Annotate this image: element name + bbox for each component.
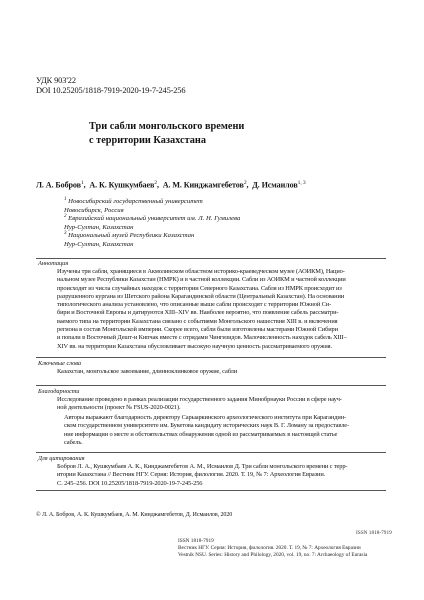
abstract-line: происходят из числа случайных находок с территории Северного Казахстана. Сабля из НМРК происходит из [57, 284, 342, 292]
keywords-label: Ключевые слова [38, 360, 82, 367]
funding-line: ной деятельности (проект № FSUS-2020-0021). [57, 404, 181, 412]
article-title-line-1: Три сабли монгольского времени [89, 121, 245, 132]
journal-footer [178, 538, 367, 559]
section-divider [36, 452, 386, 453]
abstract-label: Аннотация [38, 260, 69, 267]
abstract-line: типологического анализа установлено, что описанные выше сабли происходят с территории Южной Си- [57, 301, 332, 309]
abstract-line: региона в состав Монгольской империи. Скорее всего, сабли были изготовлены мастерами Южной Сибири [57, 326, 338, 334]
author-name: А. К. Кушкумбаев [89, 180, 155, 190]
abstract-line: Изучены три сабли, хранящиеся в Акмолинском областном историко-краеведческом музее (АОИКМ), Нацио- [57, 268, 345, 275]
funding-text [57, 396, 342, 413]
thanks-line: Авторы выражают благодарность директору Сарыаркинского археологического института при Карагандин- [64, 414, 347, 421]
citation-line: С. 245–256. DOI 10.25205/1818-7919-2020-19-7-245-256 [57, 479, 203, 487]
affiliation-mark: 2 [64, 214, 67, 219]
thanks-line: ском государственном университете им. Букетова кандидату исторических наук В. Г. Ломану за предоставле- [64, 422, 350, 430]
author-affiliation-mark: 2 [154, 180, 157, 186]
abstract-line: XIV вв. на территории Казахстана обусловливает высокую научную ценность рассматриваемого оружия. [57, 342, 332, 350]
citation-line: Бобров Л. А., Кушкумбаев А. К., Кинджамгебетов А. М., Исмаилов Д. Три сабли монгольского времени с терр- [57, 463, 348, 470]
section-divider [36, 385, 386, 386]
citation-line: итории Казахстана // Вестник НГУ. Серия: История, филология. 2020. Т. 19, № 7: Археология Евразии. [57, 471, 326, 479]
author-affiliation-mark: 1 [80, 180, 84, 186]
abstract-text [57, 268, 347, 351]
author-name: А. М. Кинджамгебетов [162, 180, 244, 190]
author-name: Д. Исмаилов [252, 180, 298, 190]
section-divider [36, 258, 386, 259]
author-affiliation-mark: 1, 3 [297, 180, 306, 186]
abstract-line: бири и Восточной Европы и датируются XIII–XIV вв. Наиболее вероятно, что появление сабель рассматри- [57, 309, 339, 317]
abstract-line: нальном музее Республики Казахстан (НМРК) и в частной коллекции. Сабли из АОИКМ и частной коллекции [57, 276, 346, 284]
affiliation-mark: 3 [64, 231, 67, 236]
keywords-text: Казахстан, монгольское завоевание, длинноклинковое оружие, сабли [57, 368, 238, 375]
citation-label: Для цитирования [38, 455, 85, 462]
article-title-line-2: с территории Казахстана [89, 135, 206, 146]
affiliation-3 [64, 230, 194, 249]
doi: DOI 10.25205/1818-7919-2020-19-7-245-256 [36, 86, 186, 95]
thanks-line: сабель. [64, 438, 83, 446]
udk-code: УДК 903'22 [36, 76, 76, 85]
footer-issn: ISSN 1818-7919 [178, 538, 214, 544]
issn-right-label: ISSN 1818-7919 [356, 530, 392, 536]
affiliation-city: Новосибирск, Россия [64, 206, 124, 214]
copyright-line: © Л. А. Бобров, А. К. Кушкумбаев, А. М. Кинджамгебетов, Д. Исмаилов, 2020 [36, 512, 233, 518]
footer-journal-ru: Вестник НГУ. Серия: История, филология. 2020. Т. 19, № 7: Археология Евразии [178, 544, 361, 551]
affiliation-city: Нур-Султан, Казахстан [64, 240, 134, 248]
abstract-line: разрушенного кургана из Шетского района Карагандинской области (Центральный Казахстан). На основании [57, 292, 345, 300]
abstract-line: ваемого типа на территории Казахстана связано с событиями Монгольского нашествия XIII в. и включения [57, 317, 338, 325]
funding-line: Исследование проведено в рамках реализации государственного задания Минобрнауки России в сфере науч- [57, 396, 342, 403]
affiliation-mark: 1 [64, 197, 67, 202]
affiliation-city: Нур-Султан, Казахстан [64, 223, 134, 231]
thanks-text [64, 414, 349, 447]
affiliation-name: Новосибирский государственный университет [68, 198, 203, 206]
thanks-line: ние информации о месте и обстоятельствах обнаружения одной из рассматриваемых в настоящей статье [64, 430, 338, 438]
section-divider [36, 490, 386, 491]
affiliation-name: Национальный музей Республики Казахстан [68, 232, 195, 240]
author-affiliation-mark: 2 [243, 180, 247, 186]
acknowledgements-label: Благодарности [38, 388, 80, 395]
author-name: Л. А. Бобров [36, 180, 81, 190]
footer-journal-en: Vestnik NSU. Series: History and Philology, 2020, vol. 19, no. 7: Archaeology of Eurasia [178, 551, 368, 558]
affiliation-name: Евразийский национальный университет им. Л. Н. Гумилева [68, 215, 241, 223]
section-divider [36, 357, 386, 358]
citation-text [57, 463, 347, 488]
abstract-line: и попали в Восточный Дешт-и Кипчак вместе с отрядами Чингизидов. Малочисленность находок сабель XIII– [57, 334, 347, 342]
authors-line: Л. А. Бобров$^1$, А. К. Кушкумбаев$^2$, А. М. Кинджамгебетов$^2$, Д. Исмаилов$^{1, 3}$ [36, 180, 306, 190]
